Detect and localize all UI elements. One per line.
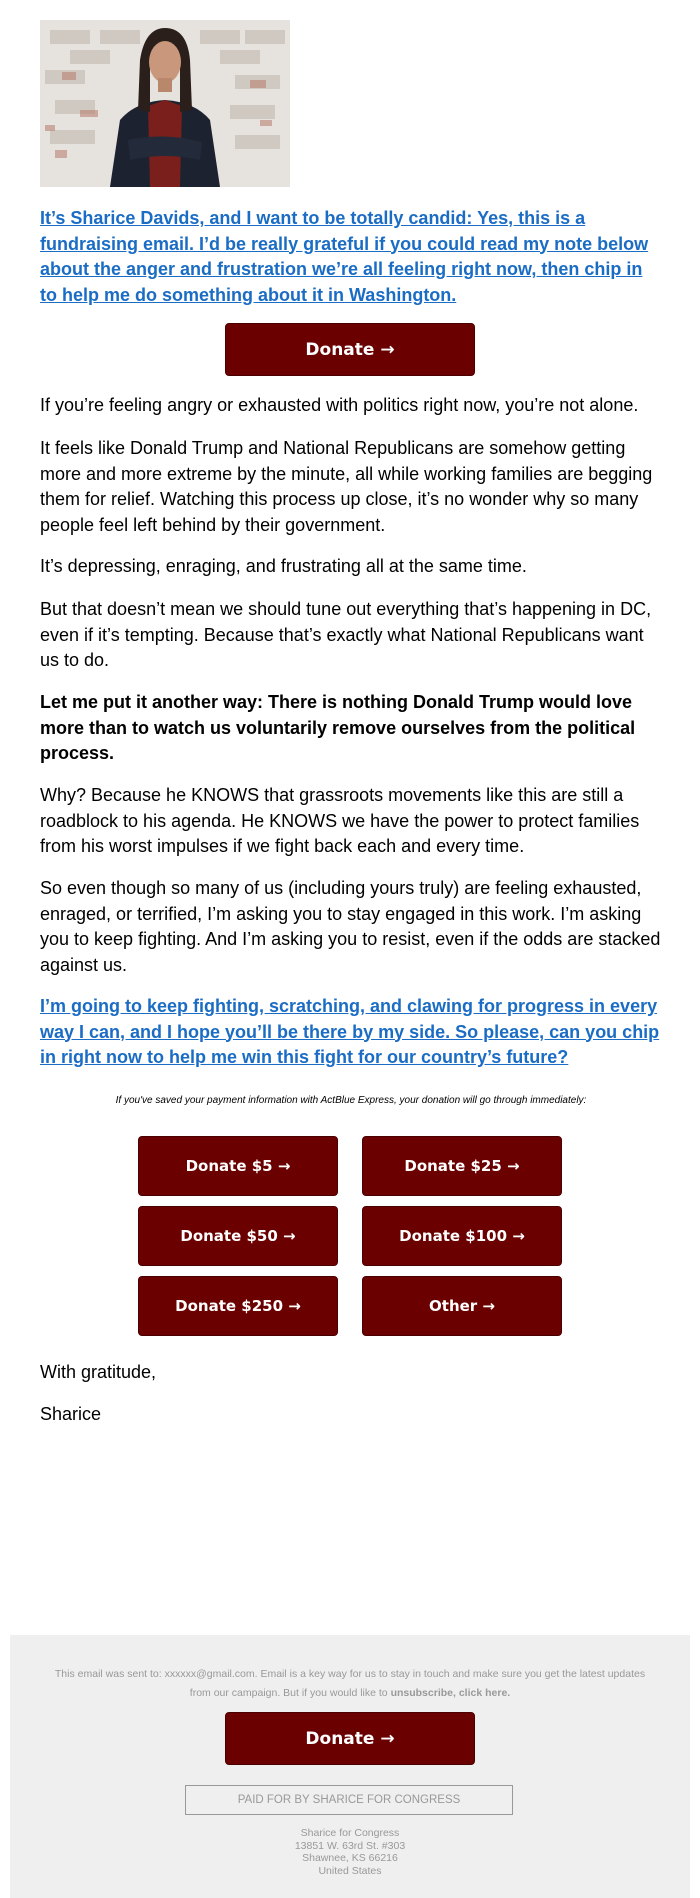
donate-25-button[interactable]: Donate $25 →	[362, 1136, 562, 1196]
donate-50-button[interactable]: Donate $50 →	[138, 1206, 338, 1266]
paragraph-3: It’s depressing, enraging, and frustrating all at the same time.	[40, 556, 527, 576]
donate-button-top[interactable]: Donate →	[225, 323, 475, 376]
unsubscribe-link[interactable]: unsubscribe, click here.	[390, 1687, 511, 1699]
donate-button-footer[interactable]: Donate →	[225, 1712, 475, 1765]
footer-sent-suffix: . Email is a key way for us to stay in touch and make sure you get the latest updates from our campaign. But if you would like to	[189, 1668, 646, 1699]
email-footer	[10, 1635, 690, 1898]
donate-other-button[interactable]: Other →	[362, 1276, 562, 1336]
address-line: Shawnee, KS 66216	[302, 1852, 398, 1864]
address-line: Sharice for Congress	[300, 1827, 400, 1839]
donate-100-button[interactable]: Donate $100 →	[362, 1206, 562, 1266]
paragraph-4: But that doesn’t mean we should tune out everything that’s happening in DC, even if it’s tempting. Because that’s exactly what National Republicans want us to do.	[40, 599, 652, 670]
signature: Sharice	[40, 1404, 102, 1424]
paragraph-1: If you’re feeling angry or exhausted with politics right now, you’re not alone.	[40, 395, 639, 415]
paragraph-5-bold: Let me put it another way: There is nothing Donald Trump would love more than to watch us voluntarily remove ourselves from the political process.	[40, 692, 636, 763]
footer-sent-prefix: This email was sent to:	[54, 1668, 165, 1680]
paragraph-2: It feels like Donald Trump and National Republicans are somehow getting more and more extreme by the minute, all while working families are begging them for relief. Watching this process up close, it’s no wonder why so many people feel left behind by their government.	[40, 438, 653, 535]
candidate-photo-image	[40, 20, 290, 187]
footer-email: xxxxxx@gmail.com	[164, 1668, 255, 1680]
donate-250-button[interactable]: Donate $250 →	[138, 1276, 338, 1336]
footer-notice	[50, 1665, 650, 1703]
chip-in-link[interactable]: I’m going to keep fighting, scratching, and clawing for progress in every way I can, and I hope you’ll be there by my side. So please, can you chip in right now to help me win this fight for our country’s future?	[40, 996, 660, 1067]
candidate-photo	[40, 20, 290, 187]
signoff: With gratitude,	[40, 1362, 157, 1382]
address-line: United States	[318, 1864, 382, 1877]
paid-for-box: PAID FOR BY SHARICE FOR CONGRESS	[185, 1785, 513, 1815]
intro-fundraising-link[interactable]: It’s Sharice Davids, and I want to be totally candid: Yes, this is a fundraising email. I’d be really grateful if you could read my note below about the anger and frustration we’re all feeling right now, then chip in to help me do something about it in Washington.	[40, 208, 649, 305]
address-line: 13851 W. 63rd St. #303	[294, 1839, 406, 1852]
paragraph-6: Why? Because he KNOWS that grassroots movements like this are still a roadblock to his agenda. He KNOWS we have the power to protect families from his worst impulses if we fight back each and every time.	[40, 785, 640, 856]
actblue-express-note: If you've saved your payment information with ActBlue Express, your donation will go through immediately:	[115, 1095, 587, 1106]
paragraph-7: So even though so many of us (including yours truly) are feeling exhausted, enraged, or terrified, I’m asking you to stay engaged in this work. I’m asking you to keep fighting. And I’m asking you to resist, even if the odds are stacked against us.	[40, 878, 661, 975]
footer-address	[10, 1827, 690, 1877]
donate-5-button[interactable]: Donate $5 →	[138, 1136, 338, 1196]
